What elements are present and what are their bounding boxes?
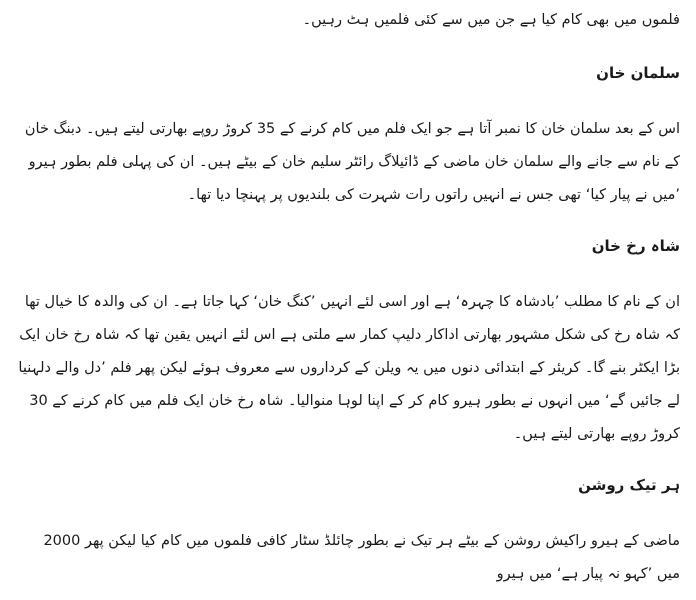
paragraph-hrithik: ماضی کے ہیرو راکیش روشن کے بیٹے ہر تیک نے بطور چائلڈ سٹار کافی فلموں میں کام کیا لیکن پھر 2000 میں ’کہو نہ پیار ہے‘ میں ہیرو — [43, 533, 680, 582]
paragraph-shahrukh: ان کے نام کا مطلب ’بادشاہ کا چہرہ‘ ہے اور اسی لئے انہیں ’کنگ خان‘ کہا جاتا ہے۔ ان کی والدہ کا خیال تھا کہ شاہ رخ کی شکل مشہور بھارتی اداکار دلیپ کمار سے ملتی ہے اس لئے انہیں یقین تھا کہ شاہ رخ خان ایک بڑا ایکٹر بنے گا۔ کریئر کے ابتدائی دنوں میں یہ ویلن کے کرداروں سے معروف ہوئے لیکن پھر فلم ’دل والے دلہنیا لے جائیں گے‘ میں انہوں نے بطور ہیرو کام کر کے اپنا لوہا منوالیا۔ شاہ رخ خان ایک فلم میں کام کرنے کے 30 کروڑ روپے بھارتی لیتے ہیں۔ — [18, 294, 680, 442]
intro-paragraph-tail: فلموں میں بھی کام کیا ہے جن میں سے کئی فلمیں ہٹ رہیں۔ — [302, 12, 680, 28]
section-heading-hrithik: ہر تیک روشن — [578, 476, 680, 494]
section-heading-shahrukh: شاہ رخ خان — [591, 237, 680, 255]
section-heading-salman: سلمان خان — [596, 64, 680, 82]
paragraph-salman: اس کے بعد سلمان خان کا نمبر آتا ہے جو ایک فلم میں کام کرنے کے 35 کروڑ روپے بھارتی لیتے ہیں۔ دبنگ خان کے نام سے جانے والے سلمان خان ماضی کے ڈائیلاگ رائٹر سلیم خان کے بیٹے ہیں۔ ان کی پہلی فلم بطور ہیرو ’میں نے پیار کیا‘ تھی جس نے انہیں راتوں رات شہرت کی بلندیوں پر پہنچا دیا تھا۔ — [24, 121, 680, 203]
